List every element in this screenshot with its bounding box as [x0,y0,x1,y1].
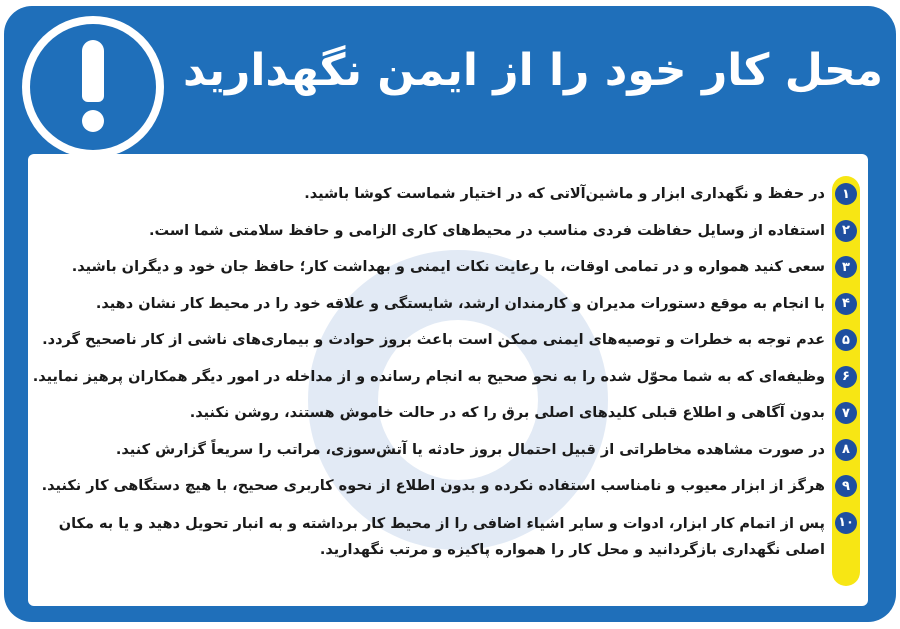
item-number-badge: ۱ [835,183,857,205]
item-number-badge: ۱۰ [835,512,857,534]
list-item [40,322,860,359]
list-item [40,395,860,432]
item-text: هرگز از ابزار معیوب و نامناسب استفاده نکرده و بدون اطلاع از نحوه کاربری صحیح، با هیچ دستگاهی کار نکنید. [41,478,825,494]
item-text: در حفظ و نگهداری ابزار و ماشین‌آلاتی که در اختیار شماست کوشا باشید. [304,186,825,202]
list-item [32,359,860,396]
item-number-badge: ۴ [835,293,857,315]
list-item [40,249,860,286]
safety-sign [4,6,896,622]
item-text: عدم توجه به خطرات و توصیه‌های ایمنی ممکن است باعث بروز حوادث و بیماری‌های ناشی از کار ناصحیح گردد. [42,332,825,348]
list-item [40,432,860,469]
list-item [40,286,860,323]
item-number-badge: ۳ [835,256,857,278]
item-number-badge: ۲ [835,220,857,242]
list-item [40,213,860,250]
exclamation-circle-icon [22,16,164,158]
item-number-badge: ۸ [835,439,857,461]
item-number-badge: ۵ [835,329,857,351]
item-number-badge: ۶ [835,366,857,388]
list-item [40,505,860,565]
item-text: با انجام به موقع دستورات مدیران و کارمندان ارشد، شایستگی و علاقه خود را در محیط کار نشان دهید. [95,295,825,312]
list-item [40,176,860,213]
item-text: پس از اتمام کار ابزار، ادوات و سایر اشیاء اضافی را از محیط کار برداشته و به انبار تحویل دهید و یا به مکان اصلی نگهداری بازگردانید و محل کار را همواره پاکیزه و مرتب نگهدارید. [58,515,825,558]
rules-panel [28,154,868,606]
list-item [40,468,860,505]
item-text: استفاده از وسایل حفاظت فردی مناسب در محیط‌های کاری الزامی و حافظ سلامتی شما است. [149,222,825,239]
exclamation-mark [30,24,156,150]
exclamation-dot [82,110,104,132]
rules-list [32,176,860,565]
item-text: در صورت مشاهده مخاطراتی از قبیل احتمال بروز حادثه یا آتش‌سوزی، مراتب را سریعاً گزارش کنید. [115,441,825,458]
item-text: سعی کنید همواره و در تمامی اوقات، با رعایت نکات ایمنی و بهداشت کار؛ حافظ جان خود و دیگران باشید. [71,259,825,275]
sign-title: محل کار خود را از ایمن نگهدارید [183,44,883,96]
item-number-badge: ۷ [835,402,857,424]
item-text: بدون آگاهی و اطلاع قبلی کلیدهای اصلی برق را که در حالت خاموش هستند، روشن نکنید. [189,405,825,421]
item-text: وظیفه‌ای که به شما محوّل شده را به نحو صحیح به انجام رسانده و از مداخله در امور دیگر همکاران پرهیز نمایید. [32,368,825,385]
exclamation-bar [82,40,104,102]
item-number-badge: ۹ [835,475,857,497]
